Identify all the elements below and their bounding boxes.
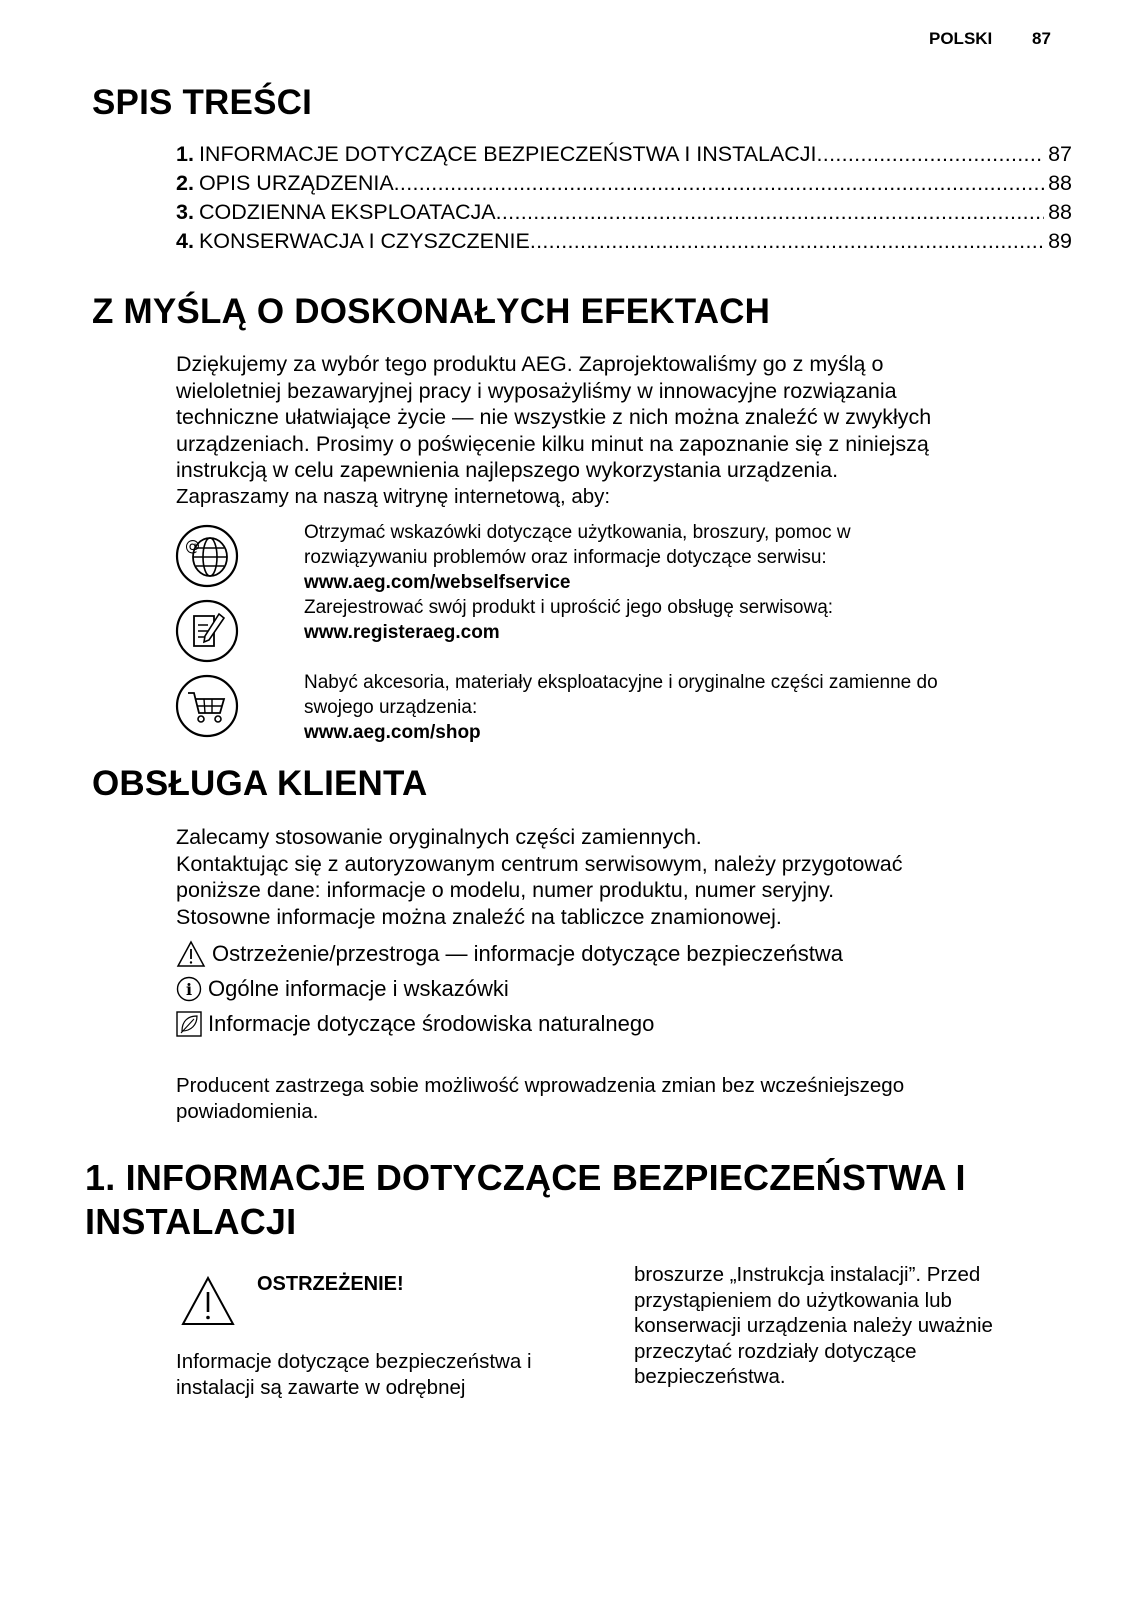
warning-icon [180, 1275, 236, 1327]
service-line: Kontaktując się z autoryzowanym centrum serwisowym, należy przygotować [176, 851, 903, 876]
service-line: Stosowne informacje można znaleźć na tabliczce znamionowej. [176, 904, 782, 929]
toc-leader [817, 142, 1045, 167]
legend-warning [176, 938, 843, 970]
disclaimer-line: Producent zastrzega sobie możliwość wprowadzenia zmian bez wcześniejszego [176, 1074, 905, 1097]
link-description: Otrzymać wskazówki dotyczące użytkowania, broszury, pomoc w [304, 522, 851, 543]
link-description: Nabyć akcesoria, materiały eksploatacyjne i oryginalne części zamienne do [304, 672, 938, 693]
svg-text:@: @ [185, 537, 200, 555]
legend-text: Ogólne informacje i wskazówki [208, 976, 509, 1001]
globe-icon [174, 523, 240, 589]
section-1-left-column [176, 1349, 596, 1400]
link-register [304, 595, 1084, 645]
section-1-line: przystąpieniem do użytkowania lub [634, 1288, 952, 1312]
intro-line: instrukcją w celu zapewnienia najlepszego wykorzystania urządzenia. [176, 458, 839, 482]
toc-item-number: 1. [176, 142, 194, 166]
toc-leader [530, 229, 1044, 254]
leaf-icon [176, 1011, 202, 1037]
table-of-contents [176, 142, 1072, 258]
intro-paragraph [176, 351, 1076, 510]
legend-text: Informacje dotyczące środowiska naturalnego [208, 1011, 655, 1036]
disclaimer-line: powiadomienia. [176, 1099, 319, 1123]
shopping-cart-icon [174, 673, 240, 739]
link-description: Zarejestrować swój produkt i uprościć jego obsługę serwisową: [304, 597, 834, 618]
svg-text:i: i [185, 980, 193, 999]
language-label: POLSKI [929, 29, 993, 48]
toc-item-label: CODZIENNA EKSPLOATACJA [198, 200, 496, 224]
toc-item-number: 3. [176, 200, 194, 224]
page-number: 87 [1032, 29, 1051, 48]
disclaimer [176, 1073, 1076, 1124]
legend-info [176, 973, 509, 1005]
service-line: poniższe dane: informacje o modelu, numer produktu, numer seryjny. [176, 878, 835, 902]
legend-environment [176, 1008, 654, 1040]
toc-item-page: 88 [1048, 200, 1072, 224]
toc-item-label: KONSERWACJA I CZYSZCZENIE [198, 229, 530, 253]
toc-item-label: INFORMACJE DOTYCZĄCE BEZPIECZEŃSTWA I INSTALACJI [198, 142, 817, 166]
toc-item-3[interactable] [176, 200, 1072, 229]
toc-item-number: 2. [176, 171, 194, 195]
toc-leader [496, 200, 1044, 225]
toc-leader [394, 171, 1044, 196]
section-1-line: broszurze „Instrukcja instalacji”. Przed [634, 1263, 981, 1286]
section-1-line: przeczytać rozdziały dotyczące [634, 1339, 917, 1363]
toc-title: SPIS TREŚCI [92, 83, 313, 122]
section-1-line: instalacji są zawarte w odrębnej [176, 1375, 466, 1399]
toc-item-page: 88 [1048, 171, 1072, 195]
toc-item-label: OPIS URZĄDZENIA [198, 171, 394, 195]
warning-icon [176, 940, 206, 968]
section-1-line: konserwacji urządzenia należy uważnie [634, 1314, 993, 1337]
service-title: OBSŁUGA KLIENTA [92, 764, 428, 803]
intro-line: urządzeniach. Prosimy o poświęcenie kilku minut na zapoznanie się z niniejszą [176, 431, 929, 456]
toc-item-1[interactable] [176, 142, 1072, 171]
intro-line: techniczne ułatwiające życie — nie wszystkie z nich można znaleźć w zwykłych [176, 405, 932, 429]
toc-item-4[interactable] [176, 229, 1072, 258]
section-1-title-line: INSTALACJI [85, 1201, 297, 1242]
register-link[interactable]: www.registeraeg.com [304, 622, 500, 643]
legend-text: Ostrzeżenie/przestroga — informacje dotyczące bezpieczeństwa [212, 941, 843, 966]
info-icon [176, 976, 202, 1002]
link-description: rozwiązywaniu problemów oraz informacje dotyczące serwisu: [304, 547, 827, 568]
toc-item-2[interactable] [176, 171, 1072, 200]
shop-link[interactable]: www.aeg.com/shop [304, 722, 481, 743]
toc-item-page: 87 [1048, 142, 1072, 166]
section-1-right-column [634, 1262, 1074, 1390]
intro-line: Dziękujemy za wybór tego produktu AEG. Zaprojektowaliśmy go z myślą o [176, 352, 884, 376]
section-1-line: Informacje dotyczące bezpieczeństwa i [176, 1350, 532, 1373]
register-icon [174, 598, 240, 664]
service-paragraph [176, 824, 1076, 930]
toc-item-number: 4. [176, 229, 194, 253]
intro-line: wieloletniej bezawaryjnej pracy i wyposażyliśmy w innowacyjne rozwiązania [176, 378, 897, 403]
section-1-line: bezpieczeństwa. [634, 1365, 786, 1388]
link-shop [304, 670, 1084, 745]
link-webselfservice [304, 520, 1084, 595]
link-description: swojego urządzenia: [304, 697, 478, 718]
webselfservice-link[interactable]: www.aeg.com/webselfservice [304, 572, 571, 593]
intro-invite: Zapraszamy na naszą witrynę internetową, aby: [176, 484, 611, 508]
section-1-title [85, 1156, 1085, 1244]
toc-item-page: 89 [1048, 229, 1072, 253]
intro-title: Z MYŚLĄ O DOSKONAŁYCH EFEKTACH [92, 292, 771, 331]
service-line: Zalecamy stosowanie oryginalnych części zamiennych. [176, 825, 702, 849]
section-1-title-line: 1. INFORMACJE DOTYCZĄCE BEZPIECZEŃSTWA I [85, 1157, 966, 1198]
warning-label: OSTRZEŻENIE! [257, 1273, 404, 1295]
